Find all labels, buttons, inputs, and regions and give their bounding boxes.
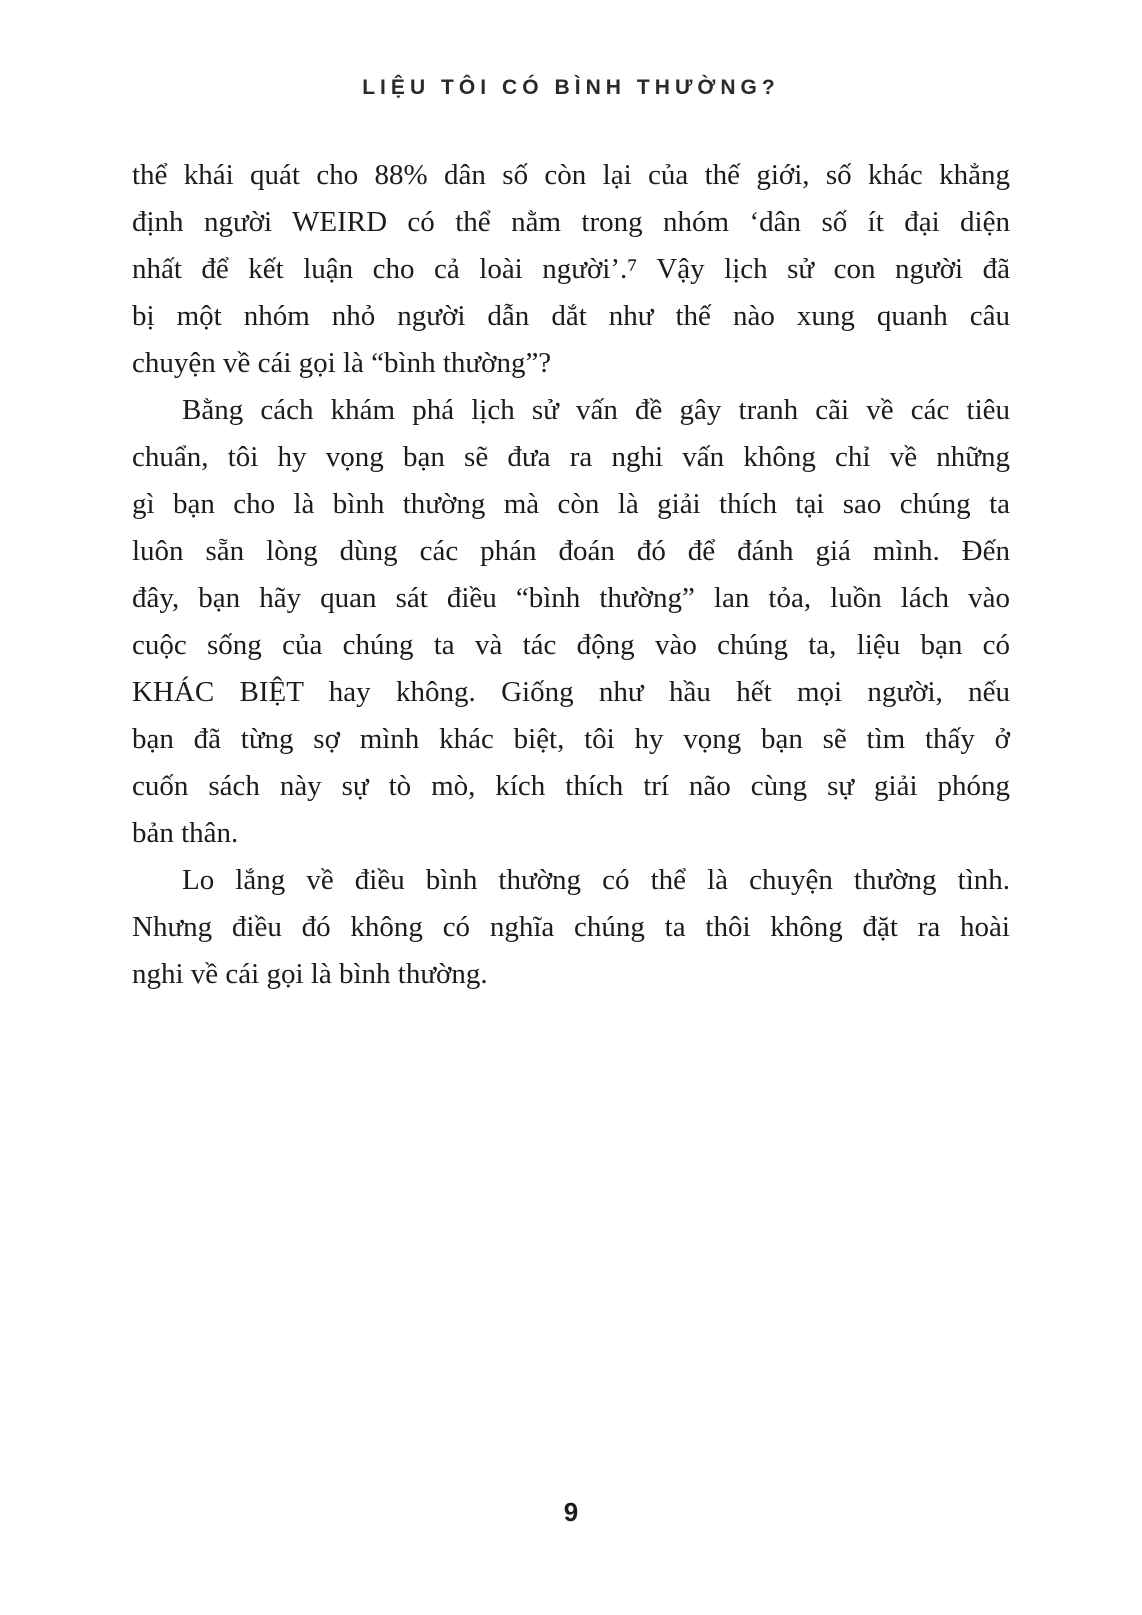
text-line: luôn sẵn lòng dùng các phán đoán đó để đánh giá mình. Đến — [132, 535, 1010, 567]
text-line: Nhưng điều đó không có nghĩa chúng ta thôi không đặt ra hoài — [132, 911, 1010, 943]
text-line: cuốn sách này sự tò mò, kích thích trí não cùng sự giải phóng — [132, 770, 1010, 802]
text-line: bị một nhóm nhỏ người dẫn dắt như thế nào xung quanh câu — [132, 300, 1010, 332]
text-line: bạn đã từng sợ mình khác biệt, tôi hy vọng bạn sẽ tìm thấy ở — [132, 723, 1010, 755]
text-line: chuẩn, tôi hy vọng bạn sẽ đưa ra nghi vấn không chỉ về những — [132, 441, 1010, 473]
text-line: nghi về cái gọi là bình thường. — [132, 958, 488, 990]
page-number: 9 — [563, 1497, 579, 1527]
paragraph — [132, 857, 1010, 998]
text-line: Lo lắng về điều bình thường có thể là chuyện thường tình. — [182, 864, 1010, 896]
text-line: thể khái quát cho 88% dân số còn lại của thế giới, số khác khẳng — [132, 159, 1010, 191]
paragraph — [132, 152, 1010, 387]
text-line: cuộc sống của chúng ta và tác động vào chúng ta, liệu bạn có — [132, 629, 1010, 661]
text-line: chuyện về cái gọi là “bình thường”? — [132, 347, 552, 379]
text-line: đây, bạn hãy quan sát điều “bình thường” lan tỏa, luồn lách vào — [132, 582, 1010, 614]
text-line: gì bạn cho là bình thường mà còn là giải thích tại sao chúng ta — [132, 488, 1010, 520]
paragraph — [132, 387, 1010, 857]
text-line: bản thân. — [132, 817, 239, 849]
running-head-title: LIỆU TÔI CÓ BÌNH THƯỜNG? — [362, 76, 780, 99]
text-line: KHÁC BIỆT hay không. Giống như hầu hết mọi người, nếu — [132, 676, 1010, 708]
body-text — [132, 152, 1010, 998]
text-line: định người WEIRD có thể nằm trong nhóm ‘dân số ít đại diện — [132, 206, 1010, 238]
text-line: nhất để kết luận cho cả loài người’.⁷ Vậy lịch sử con người đã — [132, 253, 1010, 285]
text-line: Bằng cách khám phá lịch sử vấn đề gây tranh cãi về các tiêu — [182, 394, 1010, 426]
